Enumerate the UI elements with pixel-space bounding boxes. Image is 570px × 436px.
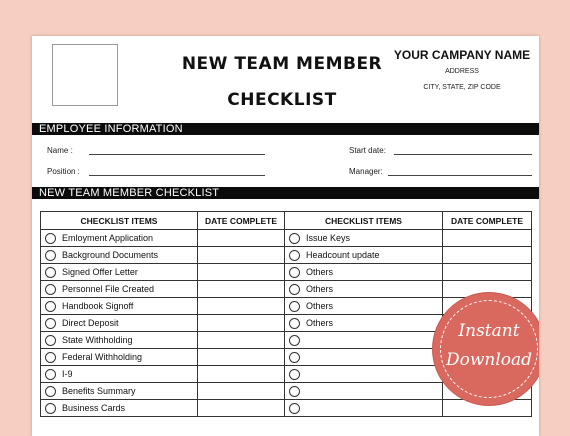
checklist-item-label: Emloyment Application <box>62 233 154 243</box>
checkbox-circle[interactable] <box>45 386 56 397</box>
checkbox-circle[interactable] <box>45 403 56 414</box>
checkbox-circle[interactable] <box>289 386 300 397</box>
date-complete-cell[interactable] <box>198 349 285 366</box>
date-complete-cell[interactable] <box>443 230 532 247</box>
checkbox-circle[interactable] <box>289 403 300 414</box>
checklist-item-right <box>285 230 443 247</box>
checkbox-circle[interactable] <box>45 318 56 329</box>
checkbox-circle[interactable] <box>289 369 300 380</box>
table-row <box>41 247 532 264</box>
table-header-row <box>41 212 532 230</box>
company-name: YOUR CAMPANY NAME <box>393 48 531 62</box>
checklist-item-right <box>285 349 443 366</box>
checkbox-circle[interactable] <box>45 267 56 278</box>
checkbox-circle[interactable] <box>289 284 300 295</box>
table-row <box>41 230 532 247</box>
checklist-item-label: Signed Offer Letter <box>62 267 138 277</box>
checklist-item-right <box>285 298 443 315</box>
checklist-item-left <box>41 230 198 247</box>
col-header-date-right: DATE COMPLETE <box>443 212 532 230</box>
date-complete-cell[interactable] <box>198 383 285 400</box>
checkbox-circle[interactable] <box>289 301 300 312</box>
name-label: Name : <box>47 146 73 155</box>
checklist-item-label: Others <box>306 318 334 328</box>
checkbox-circle[interactable] <box>289 318 300 329</box>
date-complete-cell[interactable] <box>198 366 285 383</box>
checkbox-circle[interactable] <box>289 233 300 244</box>
instant-download-badge <box>433 293 539 405</box>
checklist-item-right <box>285 315 443 332</box>
checklist-item-left <box>41 281 198 298</box>
checklist-item-left <box>41 247 198 264</box>
checklist-header: NEW TEAM MEMBER CHECKLIST <box>32 187 539 199</box>
checklist-item-right <box>285 400 443 417</box>
manager-field[interactable] <box>388 175 532 176</box>
form-title-line1: NEW TEAM MEMBER <box>181 54 383 74</box>
checkbox-circle[interactable] <box>45 250 56 261</box>
checklist-item-left <box>41 383 198 400</box>
checkbox-circle[interactable] <box>289 335 300 346</box>
badge-ring <box>440 300 538 398</box>
checklist-item-right <box>285 332 443 349</box>
date-complete-cell[interactable] <box>443 247 532 264</box>
checklist-item-left <box>41 298 198 315</box>
checklist-item-label: Others <box>306 284 334 294</box>
checklist-item-label: Business Cards <box>62 403 126 413</box>
checkbox-circle[interactable] <box>289 352 300 363</box>
table-row <box>41 400 532 417</box>
checklist-item-label: I-9 <box>62 369 73 379</box>
checklist-item-right <box>285 247 443 264</box>
checkbox-circle[interactable] <box>45 233 56 244</box>
table-row <box>41 264 532 281</box>
checklist-item-right <box>285 281 443 298</box>
date-complete-cell[interactable] <box>198 230 285 247</box>
checklist-item-left <box>41 332 198 349</box>
company-city-line: CITY, STATE, ZIP CODE <box>423 84 501 91</box>
checklist-item-left <box>41 366 198 383</box>
form-title-line2: CHECKLIST <box>227 90 337 110</box>
checklist-item-label: Benefits Summary <box>62 386 136 396</box>
badge-line2: Download <box>445 350 533 370</box>
checklist-item-right <box>285 366 443 383</box>
col-header-date-left: DATE COMPLETE <box>198 212 285 230</box>
checkbox-circle[interactable] <box>289 267 300 278</box>
manager-label: Manager: <box>349 167 383 176</box>
checklist-item-label: Federal Withholding <box>62 352 143 362</box>
position-field[interactable] <box>89 175 265 176</box>
checklist-item-right <box>285 383 443 400</box>
checkbox-circle[interactable] <box>45 369 56 380</box>
checklist-item-label: Others <box>306 267 334 277</box>
checklist-item-label: Background Documents <box>62 250 159 260</box>
checklist-sheet <box>32 36 539 436</box>
badge-line1: Instant <box>458 321 520 341</box>
checklist-item-right <box>285 264 443 281</box>
date-complete-cell[interactable] <box>198 264 285 281</box>
date-complete-cell[interactable] <box>443 264 532 281</box>
company-address: ADDRESS <box>445 68 479 75</box>
checkbox-circle[interactable] <box>289 250 300 261</box>
date-complete-cell[interactable] <box>198 247 285 264</box>
table-row <box>41 281 532 298</box>
date-complete-cell[interactable] <box>198 281 285 298</box>
employee-info-header: EMPLOYEE INFORMATION <box>32 123 539 135</box>
checklist-item-label: State Withholding <box>62 335 133 345</box>
checklist-item-label: Headcount update <box>306 250 380 260</box>
col-header-items-left: CHECKLIST ITEMS <box>41 212 198 230</box>
start-date-label: Start date: <box>349 146 386 155</box>
checklist-item-label: Handbook Signoff <box>62 301 134 311</box>
col-header-items-right: CHECKLIST ITEMS <box>285 212 443 230</box>
date-complete-cell[interactable] <box>198 315 285 332</box>
checklist-item-left <box>41 264 198 281</box>
checklist-item-label: Others <box>306 301 334 311</box>
checkbox-circle[interactable] <box>45 335 56 346</box>
checklist-item-left <box>41 315 198 332</box>
checkbox-circle[interactable] <box>45 352 56 363</box>
date-complete-cell[interactable] <box>198 298 285 315</box>
checklist-item-left <box>41 349 198 366</box>
date-complete-cell[interactable] <box>198 400 285 417</box>
start-date-field[interactable] <box>394 154 532 155</box>
checkbox-circle[interactable] <box>45 301 56 312</box>
checkbox-circle[interactable] <box>45 284 56 295</box>
name-field[interactable] <box>89 154 265 155</box>
checklist-item-label: Personnel File Created <box>62 284 155 294</box>
checklist-item-label: Issue Keys <box>306 233 351 243</box>
date-complete-cell[interactable] <box>198 332 285 349</box>
photo-placeholder <box>52 44 118 106</box>
checklist-item-left <box>41 400 198 417</box>
checklist-item-label: Direct Deposit <box>62 318 119 328</box>
position-label: Position : <box>47 167 80 176</box>
